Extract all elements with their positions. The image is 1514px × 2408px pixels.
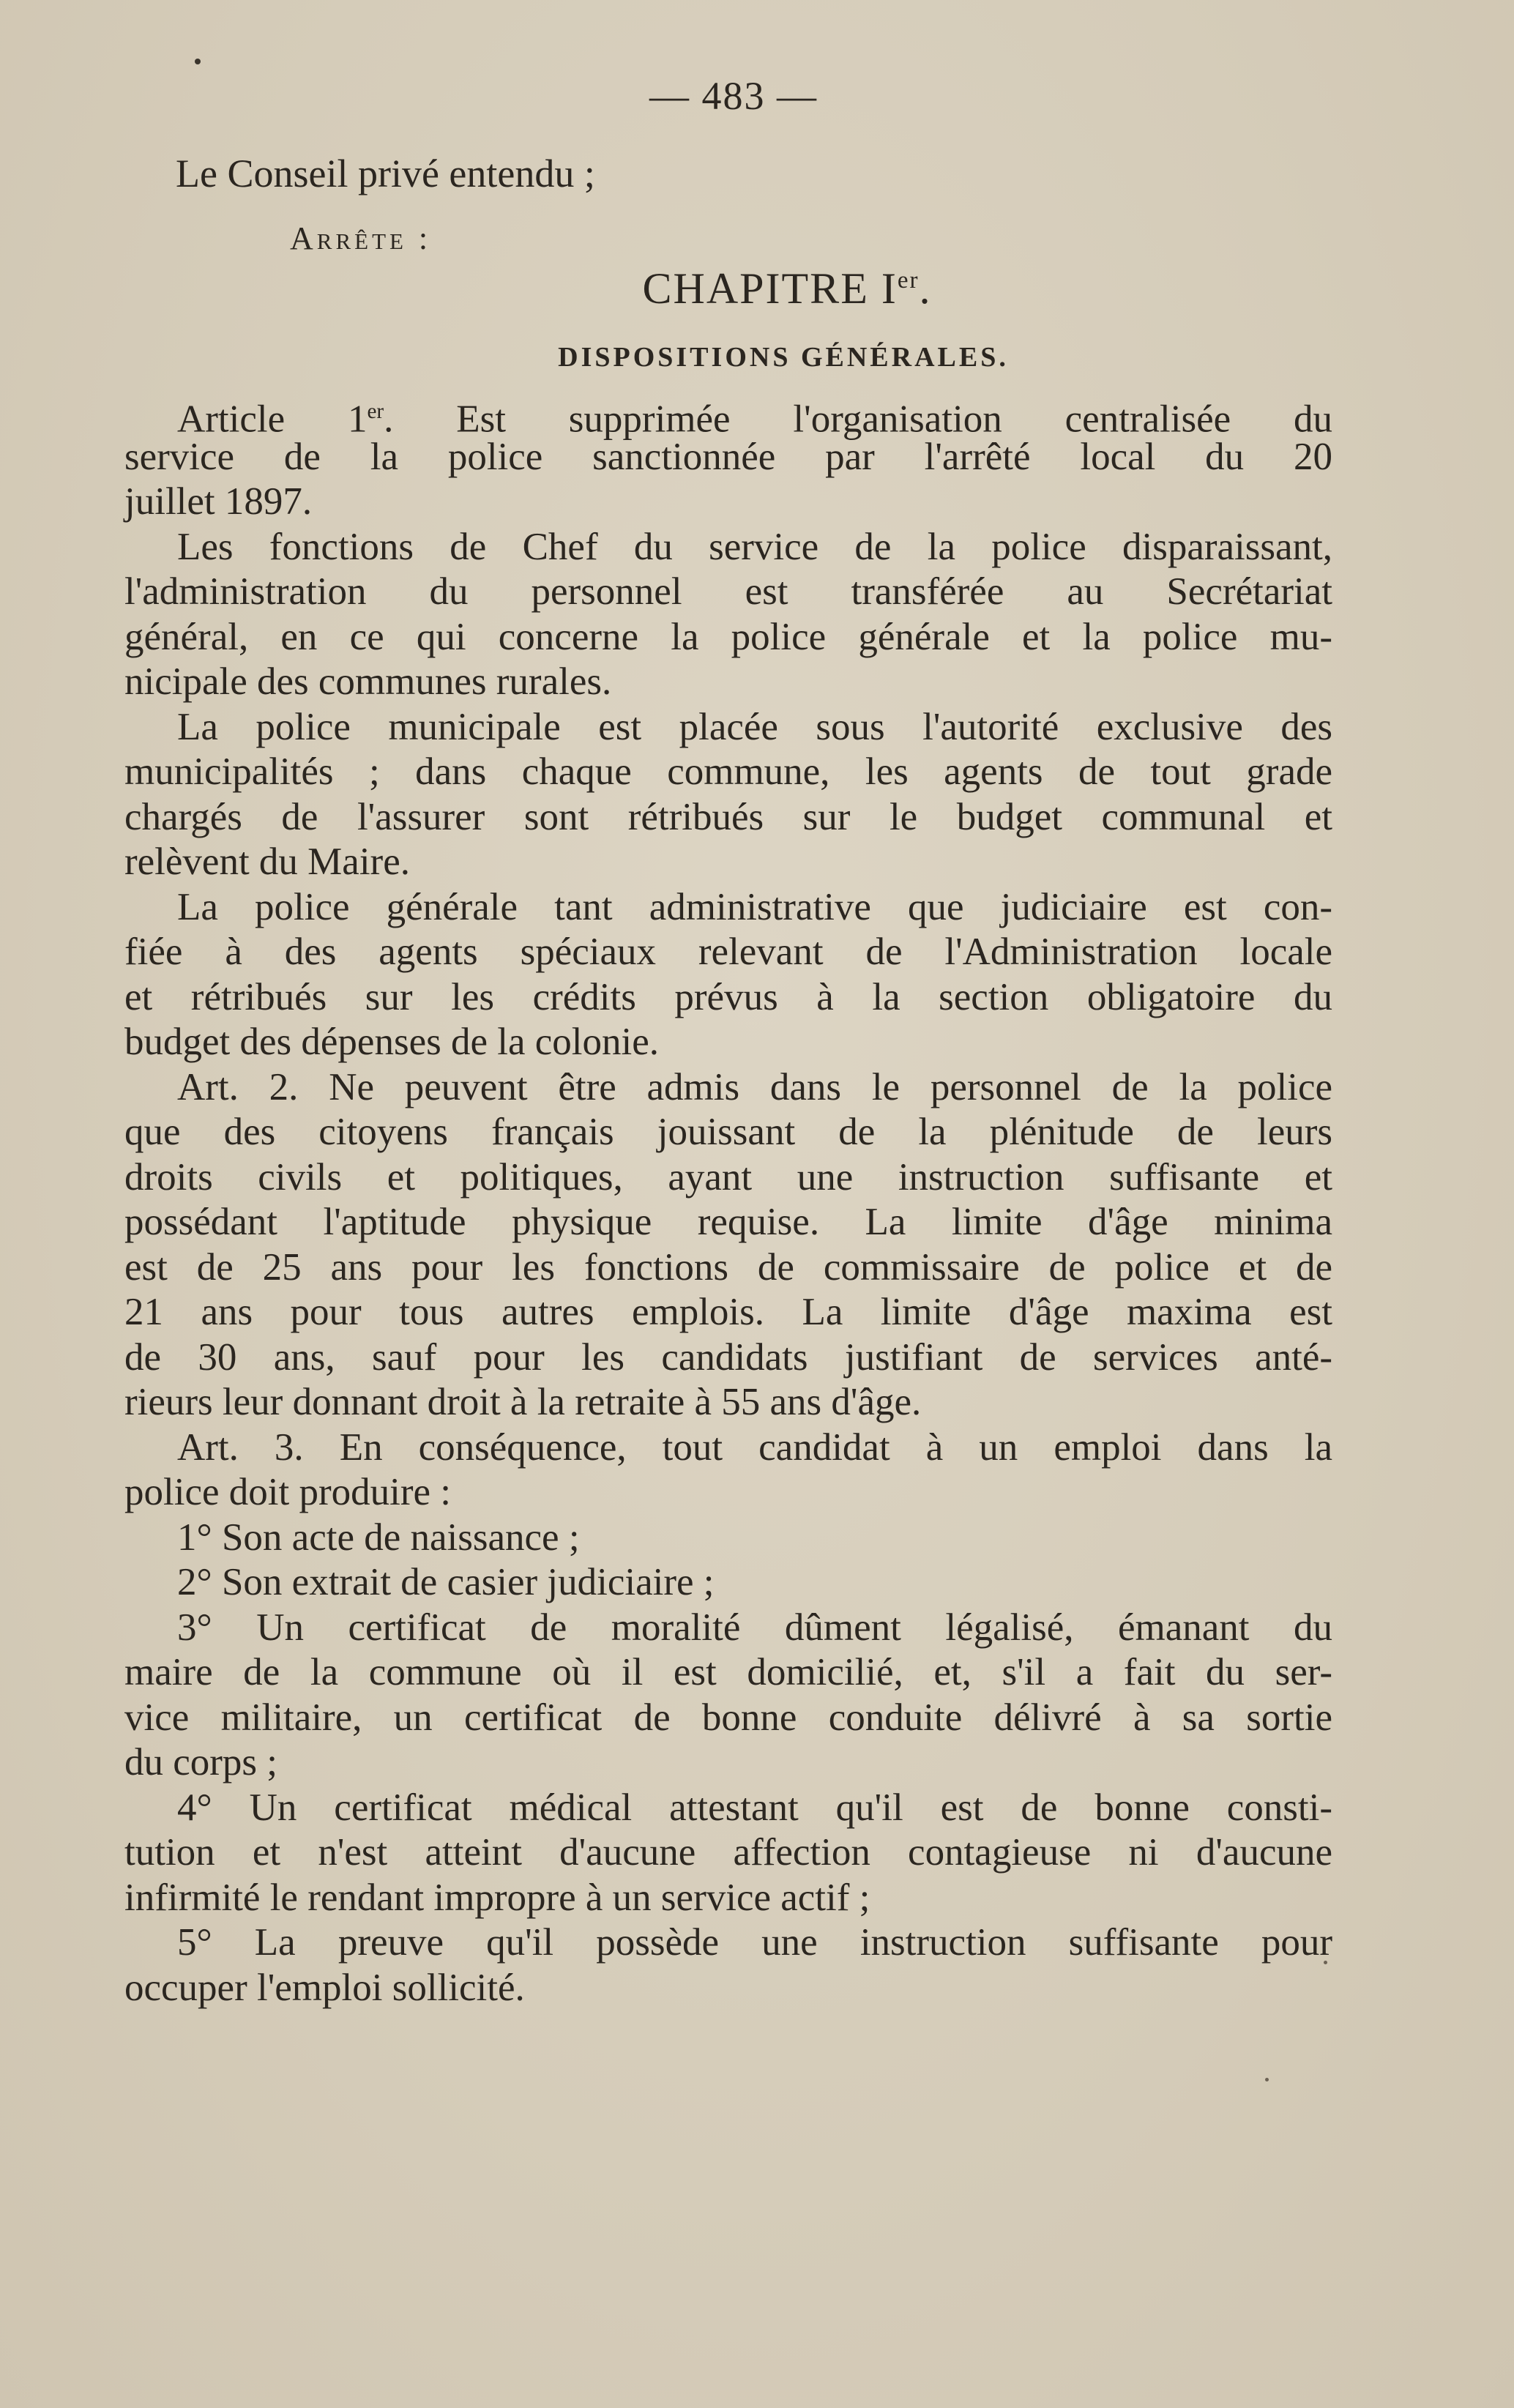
text-line bbox=[177, 389, 1332, 442]
article-text: . Est supprimée l'organisation centralisée du bbox=[384, 398, 1332, 441]
text-line: de 30 ans, sauf pour les candidats justifiant de services anté- bbox=[124, 1336, 1332, 1379]
text-line: maire de la commune où il est domicilié, et, s'il a fait du ser- bbox=[124, 1651, 1332, 1693]
text-line: infirmité le rendant impropre à un service actif ; bbox=[124, 1876, 870, 1919]
article-ordinal: er bbox=[367, 400, 384, 423]
text-line: et rétribués sur les crédits prévus à la section obligatoire du bbox=[124, 976, 1332, 1018]
chapter-ordinal: er bbox=[897, 267, 920, 294]
text-line: fiée à des agents spéciaux relevant de l'Administration locale bbox=[124, 931, 1332, 973]
paper-speck bbox=[1265, 2078, 1269, 2081]
text-line: La police générale tant administrative que judiciaire est con- bbox=[177, 886, 1332, 928]
text-line: relèvent du Maire. bbox=[124, 840, 410, 883]
text-line: chargés de l'assurer sont rétribués sur le budget communal et bbox=[124, 796, 1332, 838]
text-line: service de la police sanctionnée par l'arrêté local du 20 bbox=[124, 436, 1332, 478]
text-line: municipalités ; dans chaque commune, les agents de tout grade bbox=[124, 750, 1332, 793]
text-line: 4° Un certificat médical attestant qu'il est de bonne consti- bbox=[177, 1786, 1332, 1829]
chapter-heading bbox=[512, 264, 1062, 314]
text-line: rieurs leur donnant droit à la retraite à 55 ans d'âge. bbox=[124, 1381, 922, 1423]
text-line: budget des dépenses de la colonie. bbox=[124, 1021, 659, 1063]
text-line: police doit produire : bbox=[124, 1471, 451, 1513]
chapter-title: CHAPITRE I bbox=[642, 264, 898, 313]
arrete-heading: Arrête : bbox=[290, 220, 432, 256]
article-label: Article 1 bbox=[177, 398, 368, 441]
text-line: Les fonctions de Chef du service de la police disparaissant, bbox=[177, 526, 1332, 568]
text-line: est de 25 ans pour les fonctions de commissaire de police et de bbox=[124, 1246, 1332, 1289]
text-line: droits civils et politiques, ayant une instruction suffisante et bbox=[124, 1156, 1332, 1199]
text-line: occuper l'emploi sollicité. bbox=[124, 1967, 525, 2009]
text-line: 3° Un certificat de moralité dûment légalisé, émanant du bbox=[177, 1606, 1332, 1649]
text-line: 5° La preuve qu'il possède une instruction suffisante pour bbox=[177, 1921, 1332, 1964]
text-line: Art. 3. En conséquence, tout candidat à un emploi dans la bbox=[177, 1426, 1332, 1469]
ink-dot bbox=[195, 59, 201, 64]
page-number: — 483 — bbox=[649, 74, 818, 118]
text-line: général, en ce qui concerne la police générale et la police mu- bbox=[124, 616, 1332, 658]
text-line: vice militaire, un certificat de bonne conduite délivré à sa sortie bbox=[124, 1696, 1332, 1739]
text-line: tution et n'est atteint d'aucune affection contagieuse ni d'aucune bbox=[124, 1831, 1332, 1874]
text-line: du corps ; bbox=[124, 1741, 278, 1783]
text-line: l'administration du personnel est transférée au Secrétariat bbox=[124, 570, 1332, 613]
text-line: possédant l'aptitude physique requise. La limite d'âge minima bbox=[124, 1201, 1332, 1243]
text-line: La police municipale est placée sous l'autorité exclusive des bbox=[177, 706, 1332, 748]
text-line: nicipale des communes rurales. bbox=[124, 660, 612, 703]
section-heading: DISPOSITIONS GÉNÉRALES. bbox=[558, 342, 1009, 373]
preamble: Le Conseil privé entendu ; bbox=[176, 152, 595, 195]
text-line: 21 ans pour tous autres emplois. La limite d'âge maxima est bbox=[124, 1291, 1332, 1333]
text-line: juillet 1897. bbox=[124, 480, 313, 523]
text-line: 1° Son acte de naissance ; bbox=[177, 1516, 580, 1559]
text-line: 2° Son extrait de casier judiciaire ; bbox=[177, 1561, 715, 1603]
chapter-period: . bbox=[919, 264, 932, 313]
text-line: que des citoyens français jouissant de la plénitude de leurs bbox=[124, 1111, 1332, 1153]
text-line: Art. 2. Ne peuvent être admis dans le personnel de la police bbox=[177, 1066, 1332, 1108]
